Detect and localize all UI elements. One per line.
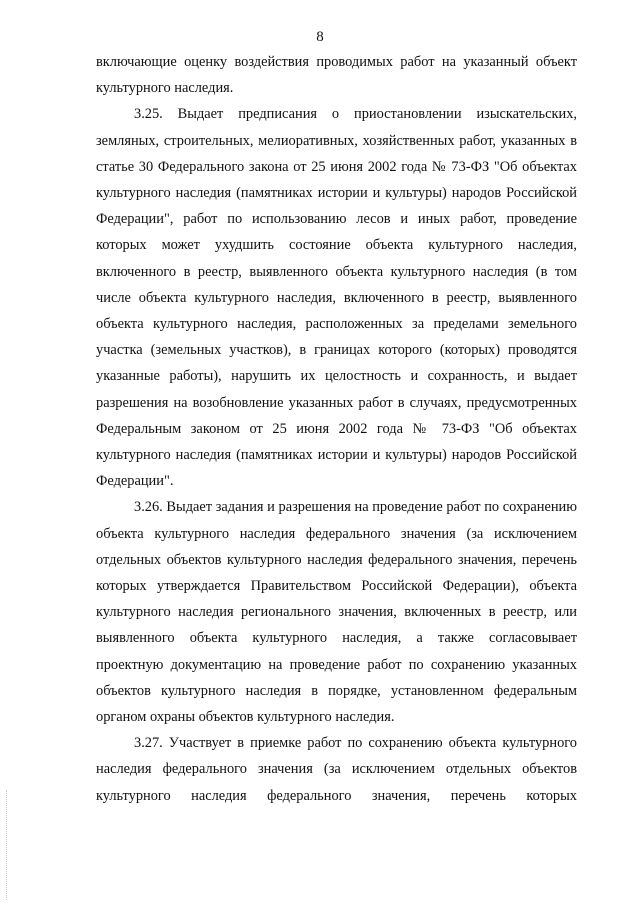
paragraph-continuation: включающие оценку воздействия проводимых работ на указанный объект культурного наследия. [96,54,577,97]
paragraph-3-27: 3.27. Участвует в приемке работ по сохранению объекта культурного наследия федерального значения (за исключением отдельных объектов культурного наследия федерального значения, перечень которых [96,735,577,804]
paragraph-3-26: 3.26. Выдает задания и разрешения на проведение работ по сохранению объекта культурного наследия федерального значения (за исключением отдельных объектов культурного наследия федерального значения, перечень которых утверждается Правительством Российской Федерации), объекта культурного наследия регионального значения, включенных в реестр, или выявленного объекта культурного наследия, а также согласовывает проектную документацию на проведение работ по сохранению указанных объектов культурного наследия в порядке, установленном федеральным органом охраны объектов культурного наследия. [96,499,577,726]
document-body [96,49,577,809]
page-number: 8 [316,29,324,45]
scan-edge-mark [6,790,7,900]
paragraph-3-25: 3.25. Выдает предписания о приостановлении изыскательских, земляных, строительных, мелиоративных, хозяйственных работ, указанных в статье 30 Федерального закона от 25 июня 2002 года № 73-ФЗ "Об объектах культурного наследия (памятниках истории и культуры) народов Российской Федерации", работ по использованию лесов и иных работ, проведение которых может ухудшить состояние объекта культурного наследия, включенного в реестр, выявленного объекта культурного наследия (в том числе объекта культурного наследия, включенного в реестр, выявленного объекта культурного наследия, расположенных за пределами земельного участка (земельных участков), в границах которого (которых) проводятся указанные работы), нарушить их целостность и сохранность, и выдает разрешения на возобновление указанных работ в случаях, предусмотренных Федеральным законом от 25 июня 2002 года № 73-ФЗ "Об объектах культурного наследия (памятниках истории и культуры) народов Российской Федерации". [96,106,577,490]
